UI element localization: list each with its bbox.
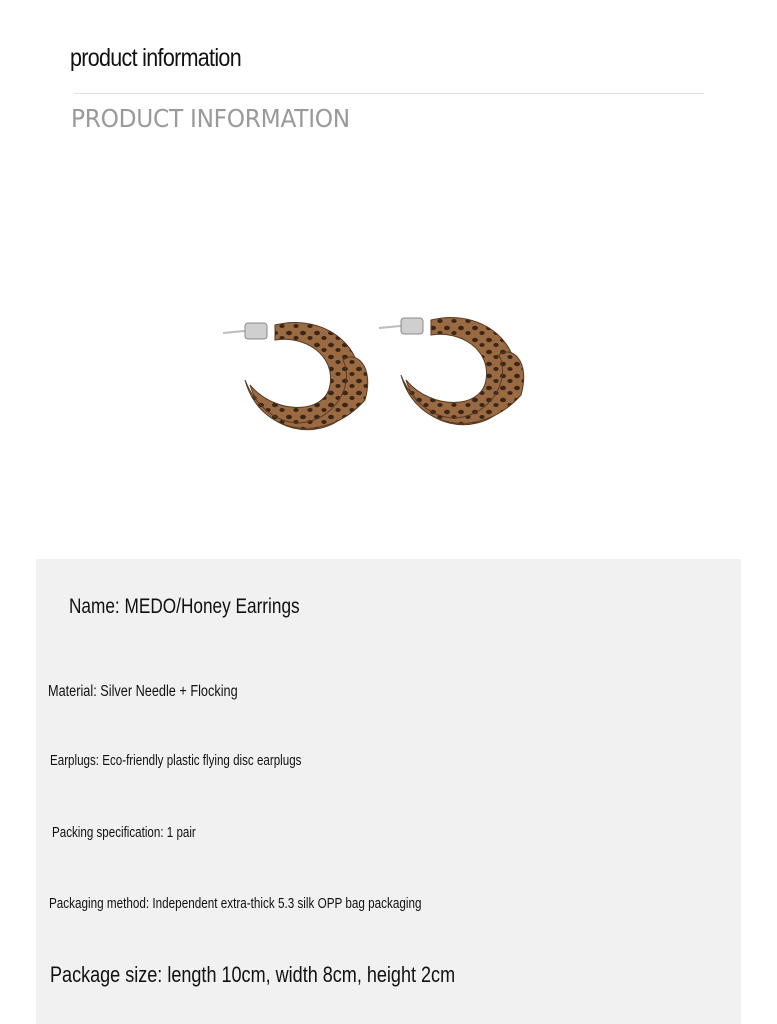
left-earring — [223, 322, 368, 429]
section-subtitle: PRODUCT INFORMATION — [71, 104, 350, 133]
section-title: product information — [70, 44, 241, 72]
spec-material: Material: Silver Needle + Flocking — [48, 683, 238, 700]
spec-name: Name: MEDO/Honey Earrings — [69, 595, 300, 618]
right-earring — [379, 317, 524, 424]
spec-packing-specification: Packing specification: 1 pair — [52, 825, 196, 841]
header-divider — [74, 93, 704, 94]
product-image — [215, 305, 535, 450]
spec-panel — [36, 559, 741, 1024]
spec-earplugs: Earplugs: Eco-friendly plastic flying disc earplugs — [50, 753, 302, 769]
spec-packaging-method: Packaging method: Independent extra-thick 5.3 silk OPP bag packaging — [49, 895, 422, 912]
earrings-illustration — [215, 305, 535, 450]
spec-package-size: Package size: length 10cm, width 8cm, height 2cm — [50, 962, 456, 987]
